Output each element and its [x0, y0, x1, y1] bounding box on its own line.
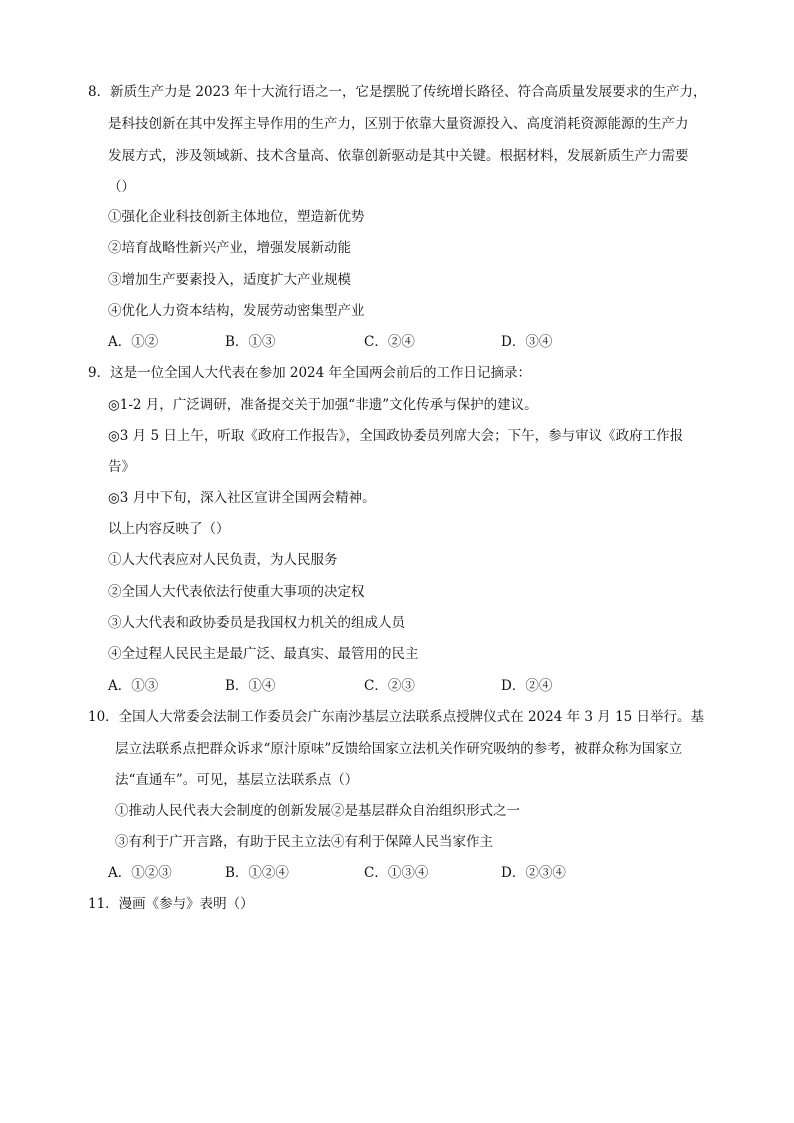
question-9-option-c[interactable]: C．②③: [364, 678, 415, 694]
question-9-diary-1: ◎1-2 月，广泛调研，准备提交关于加强“非遗”文化传承与保护的建议。: [108, 397, 538, 413]
question-10-line-2: 层立法联系点把群众诉求“原汁原味”反馈给国家立法机关作研究吸纳的参考，被群众称为国家立: [115, 741, 683, 757]
question-9-option-a[interactable]: A．①③: [108, 678, 159, 694]
question-9-statement-3: ③人大代表和政协委员是我国权力机关的组成人员: [108, 615, 405, 631]
question-8-line-2: 是科技创新在其中发挥主导作用的生产力，区别于依靠大量资源投入、高度消耗资源能源的生产力: [108, 116, 689, 132]
question-10-line-1: 10．全国人大常委会法制工作委员会广东南沙基层立法联系点授牌仪式在 2024 年 3 月 15 日举行。基: [88, 709, 705, 725]
question-9-option-d[interactable]: D．②④: [501, 678, 553, 694]
question-10-statements-1-2: ①推动人民代表大会制度的创新发展②是基层群众自治组织形式之一: [115, 803, 520, 819]
question-8-statement-1: ①强化企业科技创新主体地位，塑造新优势: [108, 209, 365, 225]
question-8-option-b[interactable]: B．①③: [225, 334, 276, 350]
question-9-prompt: 以上内容反映了（）: [108, 521, 230, 537]
question-9-diary-2: ◎3 月 5 日上午，听取《政府工作报告》，全国政协委员列席大会；下午，参与审议《政府工作报: [108, 428, 684, 444]
question-8-option-d[interactable]: D．③④: [501, 334, 553, 350]
question-8-option-c[interactable]: C．②④: [364, 334, 415, 350]
question-11-line-1: 11．漫画《参与》表明（）: [88, 896, 254, 912]
question-8-statement-4: ④优化人力资本结构，发展劳动密集型产业: [108, 303, 365, 319]
question-10-option-b[interactable]: B．①②④: [225, 865, 289, 881]
question-10-option-d[interactable]: D．②③④: [501, 865, 566, 881]
question-8-statement-2: ②培育战略性新兴产业，增强发展新动能: [108, 240, 351, 256]
question-8-line-3: 发展方式，涉及领域新、技术含量高、依靠创新驱动是其中关键。根据材料，发展新质生产力需要: [108, 148, 689, 164]
question-8-option-a[interactable]: A．①②: [108, 334, 159, 350]
question-8-answer-blank: （）: [108, 179, 135, 195]
question-10-line-3: 法“直通车”。可见，基层立法联系点（）: [115, 772, 359, 788]
question-9-diary-2-cont: 告》: [108, 459, 135, 475]
question-9-statement-2: ②全国人大代表依法行使重大事项的决定权: [108, 584, 365, 600]
question-8-statement-3: ③增加生产要素投入，适度扩大产业规模: [108, 272, 351, 288]
question-9-option-b[interactable]: B．①④: [225, 678, 276, 694]
question-9-statement-1: ①人大代表应对人民负责，为人民服务: [108, 552, 338, 568]
question-10-statements-3-4: ③有利于广开言路，有助于民主立法④有利于保障人民当家作主: [115, 834, 493, 850]
question-10-option-c[interactable]: C．①③④: [364, 865, 429, 881]
question-8-line-1: 8．新质生产力是 2023 年十大流行语之一，它是摆脱了传统增长路径、符合高质量发展要求的生产力，: [88, 84, 707, 100]
question-9-diary-3: ◎3 月中下旬，深入社区宣讲全国两会精神。: [108, 490, 376, 506]
question-9-line-1: 9．这是一位全国人大代表在参加 2024 年全国两会前后的工作日记摘录：: [88, 365, 532, 381]
question-10-option-a[interactable]: A．①②③: [108, 865, 172, 881]
question-9-statement-4: ④全过程人民民主是最广泛、最真实、最管用的民主: [108, 646, 419, 662]
